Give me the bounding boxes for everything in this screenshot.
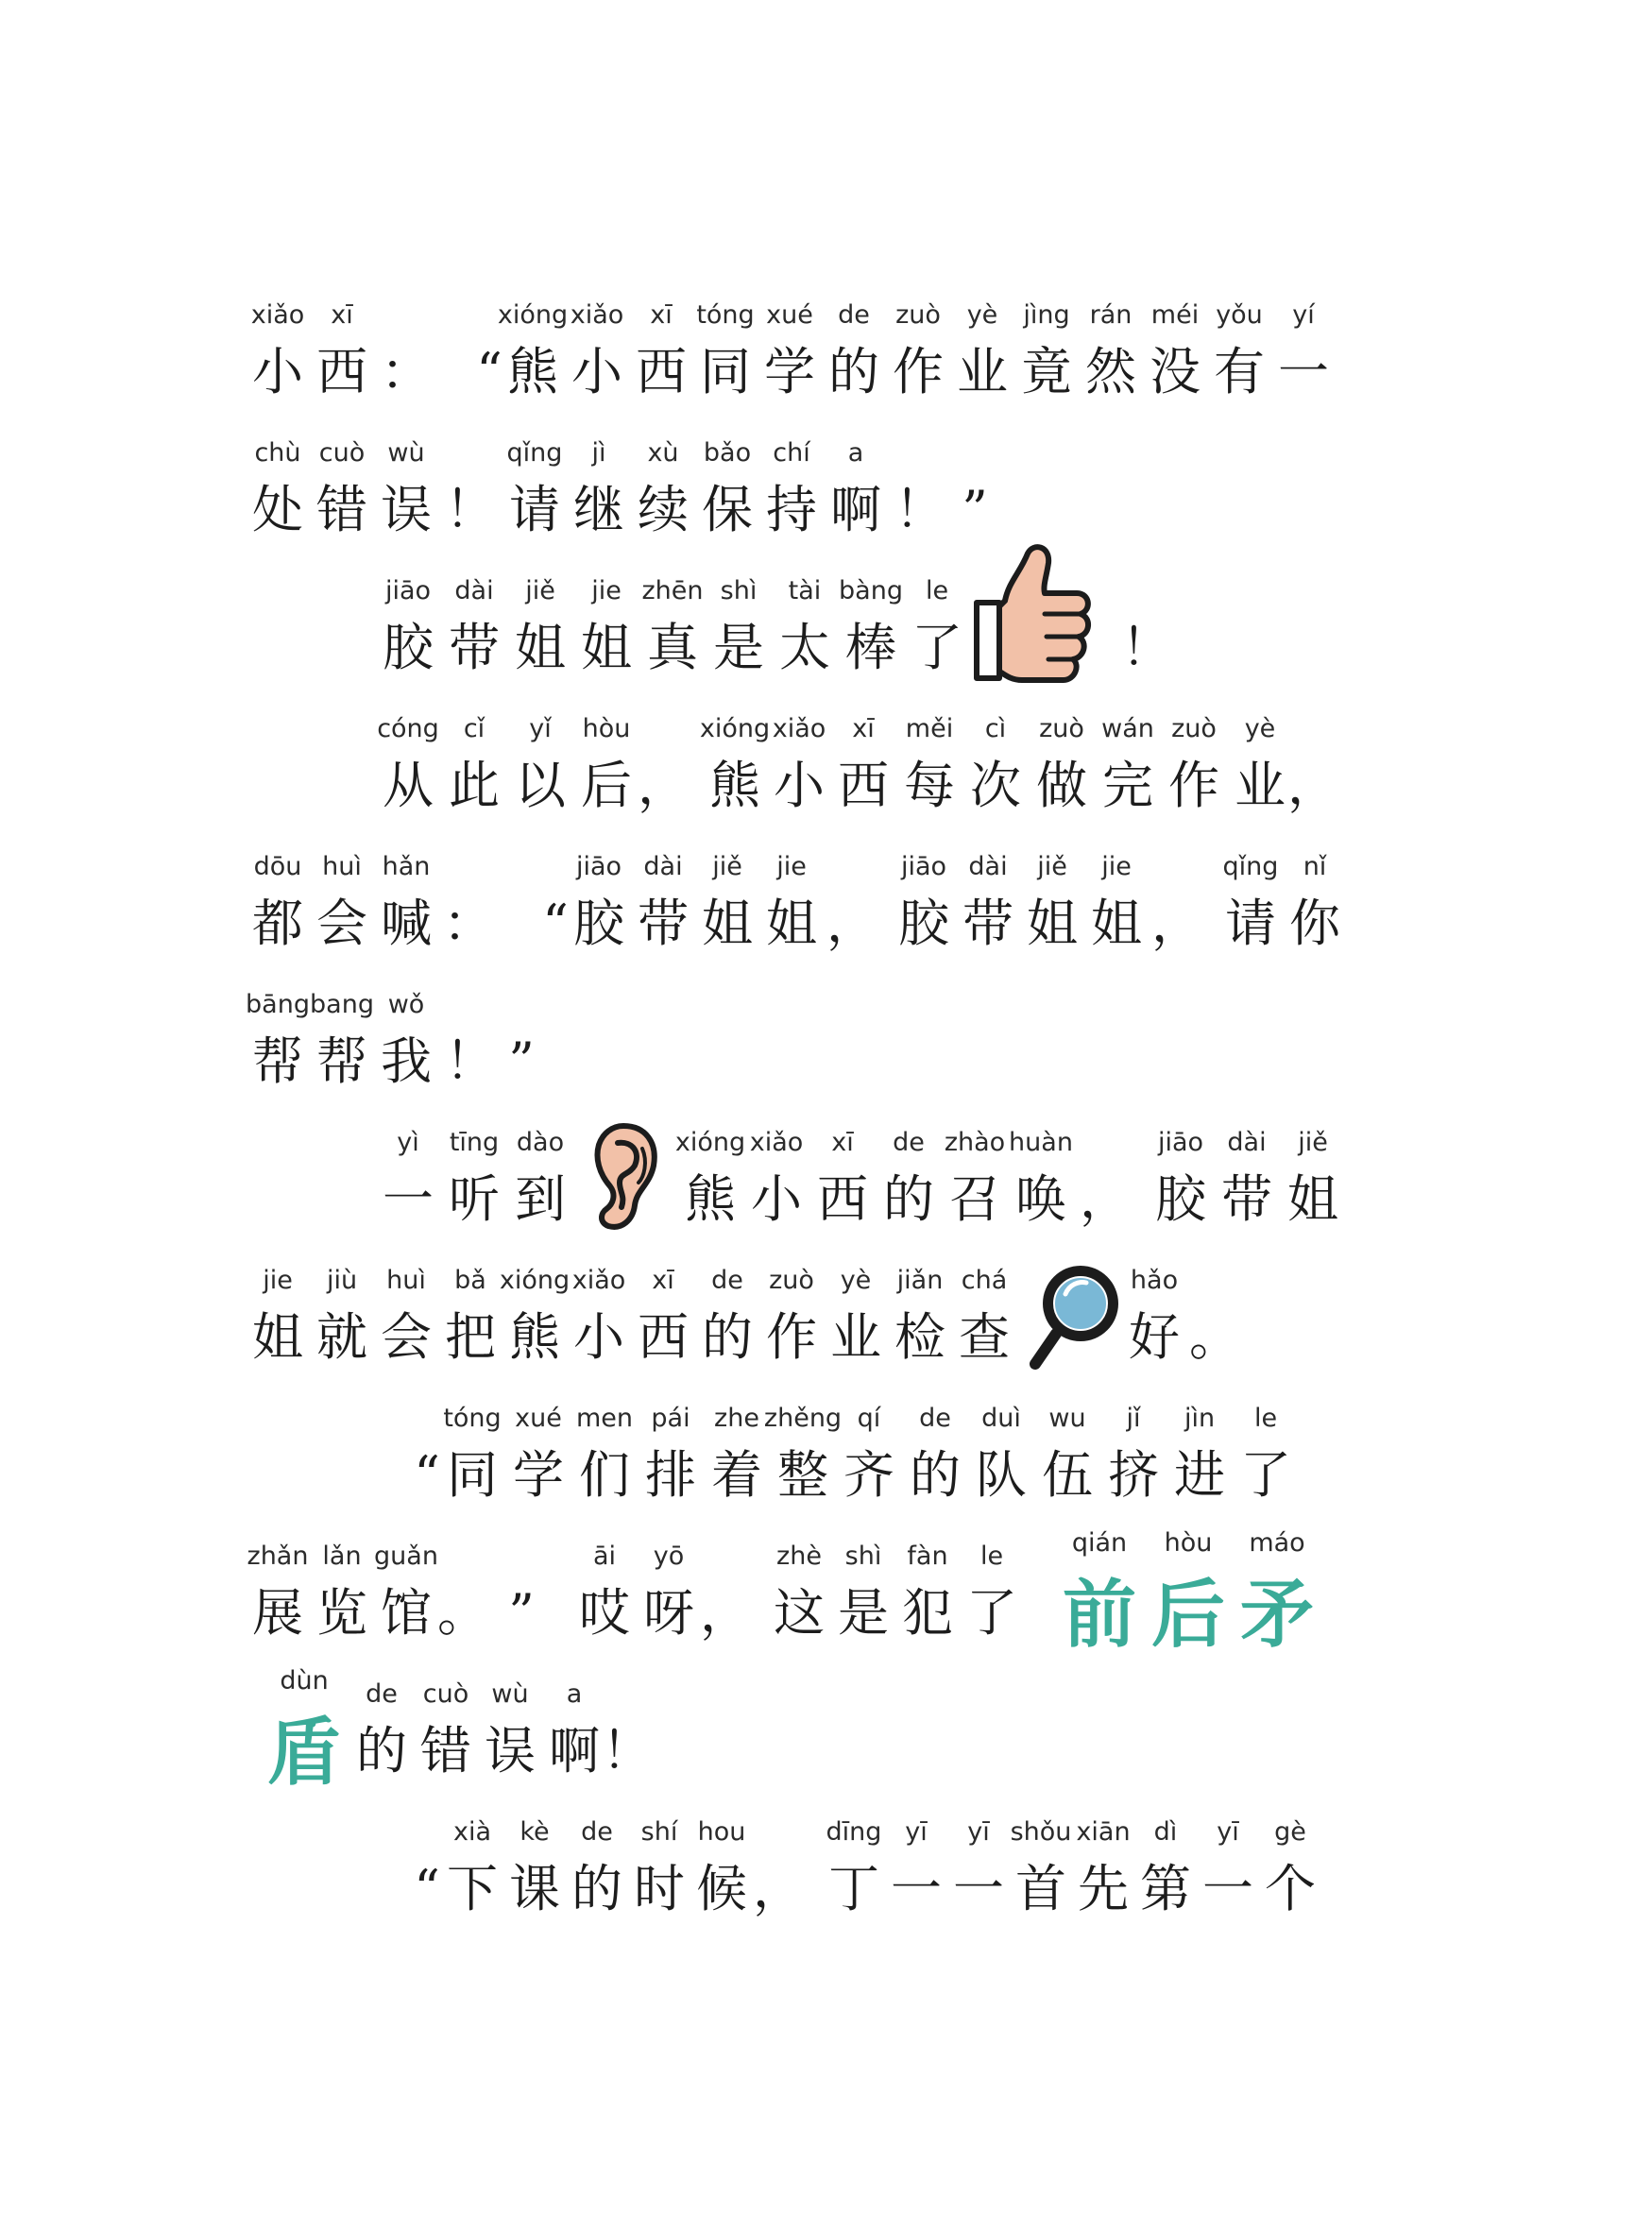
char-cell: jìn 进 <box>1174 1404 1225 1505</box>
char-cell: xī 西 <box>636 300 687 401</box>
char-cell: de 的 <box>910 1404 961 1505</box>
char-cell: xióng 熊 <box>499 1266 571 1367</box>
char-cell: zhe 着 <box>711 1404 762 1505</box>
char-cell: zhěng 整 <box>763 1404 843 1505</box>
char-cell: 。 <box>437 1583 488 1643</box>
char-cell: ” <box>962 480 988 539</box>
char-cell: xiān 先 <box>1076 1817 1131 1918</box>
char-cell: chá 查 <box>959 1266 1010 1367</box>
char-cell: yè 业 <box>1235 714 1286 815</box>
char-cell: huì 会 <box>381 1266 432 1367</box>
char-cell: xī 西 <box>638 1266 689 1367</box>
char-cell: dì 第 <box>1140 1817 1191 1918</box>
char-cell: yī 一 <box>891 1817 942 1918</box>
char-cell: zuò 做 <box>1036 714 1087 815</box>
char-cell: “ <box>476 342 502 401</box>
char-cell: jiě 姐 <box>1287 1128 1338 1229</box>
char-cell: zuò 作 <box>766 1266 817 1367</box>
char-cell: bàng 棒 <box>839 576 903 677</box>
char-cell: hǎn 喊 <box>381 852 432 953</box>
char-cell: jiāo 胶 <box>898 852 949 953</box>
char-cell: guǎn 馆 <box>374 1542 438 1643</box>
char-cell: xī 西 <box>316 300 367 401</box>
char-cell: ， <box>1080 1169 1131 1229</box>
char-cell: ， <box>638 756 689 815</box>
char-cell: měi 每 <box>904 714 955 815</box>
char-cell: men 们 <box>575 1404 634 1505</box>
char-cell: shǒu 首 <box>1010 1817 1072 1918</box>
char-cell: gè 个 <box>1265 1817 1316 1918</box>
char-cell: wǒ 我 <box>381 990 432 1091</box>
char-cell: āi 哎 <box>579 1542 630 1643</box>
char-cell: ！ <box>602 1721 653 1780</box>
char-cell: dài 带 <box>638 852 689 953</box>
char-cell: xióng 熊 <box>699 714 771 815</box>
char-cell: pái 排 <box>645 1404 696 1505</box>
char-cell: xiǎo 小 <box>570 300 624 401</box>
char-cell: jie 姐 <box>766 852 817 953</box>
char-cell: bang 帮 <box>310 990 374 1091</box>
char-cell: ， <box>1287 756 1338 815</box>
thumbs-up-icon <box>971 544 1103 686</box>
char-cell: ” <box>508 1583 535 1643</box>
char-cell: de 的 <box>828 300 879 401</box>
char-cell: wù 误 <box>485 1679 536 1780</box>
char-cell: de 的 <box>356 1679 407 1780</box>
char-cell: dào 到 <box>515 1128 566 1229</box>
highlight-char: máo 矛 <box>1239 1528 1314 1658</box>
char-cell: yè 业 <box>957 300 1008 401</box>
char-cell: “ <box>414 1859 440 1918</box>
char-cell: a 啊 <box>830 438 881 539</box>
char-cell: chù 处 <box>252 438 303 539</box>
text-line-11 <box>247 1666 909 1796</box>
text-line-4 <box>378 714 1341 827</box>
char-cell: jǐ 挤 <box>1108 1404 1159 1505</box>
char-cell: xiǎo 小 <box>571 1266 626 1367</box>
char-cell: de 的 <box>702 1266 753 1367</box>
char-cell: yī 一 <box>953 1817 1004 1918</box>
char-cell: cì 次 <box>970 714 1021 815</box>
char-cell: tài 太 <box>779 576 830 677</box>
char-cell: bǎ 把 <box>445 1266 496 1367</box>
char-cell: huì 会 <box>316 852 367 953</box>
char-cell: bāng 帮 <box>246 990 310 1091</box>
text-line-5 <box>247 852 1343 965</box>
char-cell: xué 学 <box>764 300 815 401</box>
magnifier-icon <box>1022 1256 1128 1373</box>
char-cell: dài 带 <box>449 576 500 677</box>
char-cell: xióng 熊 <box>497 300 569 401</box>
char-cell: ” <box>508 1031 535 1091</box>
text-line-7 <box>378 1128 1341 1241</box>
char-cell: ！ <box>445 480 496 539</box>
char-cell: yō 呀 <box>643 1542 694 1643</box>
char-cell: zuò 作 <box>1168 714 1219 815</box>
char-cell: yī 一 <box>1202 1817 1253 1918</box>
char-cell: zhēn 真 <box>641 576 704 677</box>
char-cell: qí 齐 <box>843 1404 894 1505</box>
char-cell: le 了 <box>911 576 962 677</box>
char-cell: de 的 <box>571 1817 622 1918</box>
char-cell: dōu 都 <box>252 852 303 953</box>
char-cell: cǐ 此 <box>449 714 500 815</box>
char-cell: xiǎo 小 <box>250 300 305 401</box>
char-cell: ， <box>1151 894 1202 953</box>
char-cell: de 的 <box>883 1128 934 1229</box>
ear-icon <box>586 1120 661 1234</box>
char-cell: jiě 姐 <box>515 576 566 677</box>
text-line-2 <box>247 438 1343 552</box>
char-cell: fàn 犯 <box>902 1542 953 1643</box>
char-cell: ！ <box>894 480 945 539</box>
highlight-char: hòu 后 <box>1150 1528 1225 1658</box>
char-cell: cuò 错 <box>420 1679 471 1780</box>
char-cell: ！ <box>1121 618 1172 677</box>
char-cell: jiāo 胶 <box>383 576 434 677</box>
char-cell: dài 带 <box>1221 1128 1272 1229</box>
char-cell: ： <box>443 894 494 953</box>
highlight-char: qián 前 <box>1062 1528 1136 1658</box>
char-cell: shì 是 <box>713 576 764 677</box>
char-cell: xù 续 <box>638 438 689 539</box>
char-cell: “ <box>414 1445 440 1505</box>
char-cell: zuò 作 <box>893 300 944 401</box>
char-cell: méi 没 <box>1150 300 1201 401</box>
char-cell: shí 时 <box>634 1817 685 1918</box>
char-cell: yǐ 以 <box>515 714 566 815</box>
char-cell: qǐng 请 <box>506 438 563 539</box>
char-cell: 。 <box>1189 1307 1240 1367</box>
char-cell: jiù 就 <box>316 1266 367 1367</box>
char-cell: wu 伍 <box>1042 1404 1093 1505</box>
text-line-12 <box>397 1817 1341 1931</box>
char-cell: bǎo 保 <box>702 438 753 539</box>
text-line-8 <box>247 1266 1343 1379</box>
char-cell: jiǎn 检 <box>894 1266 945 1367</box>
char-cell: xī 西 <box>838 714 889 815</box>
text-line-9 <box>397 1404 1341 1517</box>
char-cell: ， <box>700 1583 751 1643</box>
char-cell: duì 队 <box>976 1404 1027 1505</box>
char-cell: jiě 姐 <box>702 852 753 953</box>
char-cell: zhǎn 展 <box>247 1542 309 1643</box>
char-cell: dīng 丁 <box>826 1817 882 1918</box>
char-cell: a 啊 <box>549 1679 600 1780</box>
char-cell: jiāo 胶 <box>573 852 624 953</box>
char-cell: jì 继 <box>573 438 624 539</box>
char-cell: jiě 姐 <box>1027 852 1078 953</box>
char-cell: yè 业 <box>830 1266 881 1367</box>
char-cell: xià 下 <box>447 1817 498 1918</box>
char-cell: zhào 召 <box>944 1128 1006 1229</box>
char-cell: wán 完 <box>1101 714 1154 815</box>
char-cell: kè 课 <box>509 1817 560 1918</box>
char-cell: cóng 从 <box>377 714 439 815</box>
char-cell: xué 学 <box>513 1404 564 1505</box>
char-cell: rán 然 <box>1085 300 1136 401</box>
char-cell: jie 姐 <box>1091 852 1142 953</box>
char-cell: xī 西 <box>817 1128 868 1229</box>
char-cell: xiǎo 小 <box>772 714 826 815</box>
char-cell: huàn 唤 <box>1009 1128 1073 1229</box>
char-cell: wù 误 <box>381 438 432 539</box>
char-cell: xióng 熊 <box>674 1128 746 1229</box>
char-cell: nǐ 你 <box>1289 852 1340 953</box>
char-cell: tīng 听 <box>449 1128 500 1229</box>
char-cell: “ <box>542 894 569 953</box>
char-cell: yì 一 <box>383 1128 434 1229</box>
char-cell: tóng 同 <box>443 1404 502 1505</box>
char-cell: zhè 这 <box>774 1542 825 1643</box>
char-cell: ， <box>826 894 877 953</box>
char-cell: ！ <box>445 1031 496 1091</box>
char-cell: jie 姐 <box>252 1266 303 1367</box>
char-cell: qǐng 请 <box>1222 852 1279 953</box>
char-cell: lǎn 览 <box>316 1542 367 1643</box>
char-cell: le 了 <box>1240 1404 1291 1505</box>
char-cell: ： <box>381 342 432 401</box>
highlight-char: dùn 盾 <box>266 1666 341 1796</box>
char-cell: hòu 后 <box>581 714 632 815</box>
char-cell: yí 一 <box>1278 300 1329 401</box>
char-cell: jie 姐 <box>581 576 632 677</box>
char-cell: le 了 <box>966 1542 1017 1643</box>
char-cell: shì 是 <box>838 1542 889 1643</box>
char-cell: ， <box>753 1859 804 1918</box>
text-line-1 <box>247 300 1343 414</box>
text-line-10 <box>247 1528 1343 1658</box>
char-cell: cuò 错 <box>316 438 367 539</box>
text-line-3 <box>378 576 1341 690</box>
char-cell: hǎo 好 <box>1129 1266 1180 1367</box>
char-cell: hou 候 <box>696 1817 747 1918</box>
char-cell: jìng 竟 <box>1021 300 1072 401</box>
char-cell: tóng 同 <box>696 300 755 401</box>
char-cell: yǒu 有 <box>1214 300 1265 401</box>
char-cell: dài 带 <box>962 852 1013 953</box>
char-cell: chí 持 <box>766 438 817 539</box>
text-line-6 <box>247 990 814 1103</box>
char-cell: jiāo 胶 <box>1155 1128 1206 1229</box>
char-cell: xiǎo 小 <box>749 1128 804 1229</box>
